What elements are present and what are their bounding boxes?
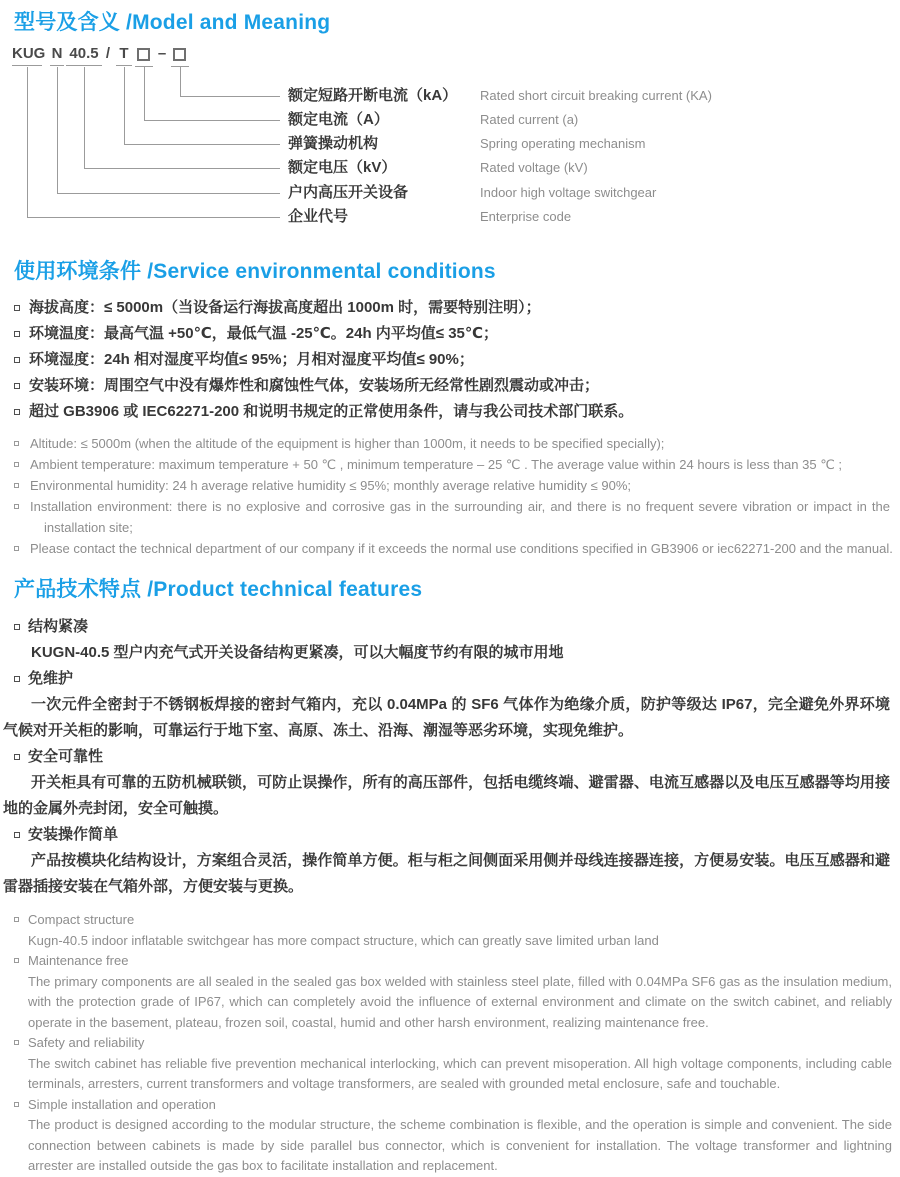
condition-text: 环境温度：最高气温 +50℃，最低气温 -25℃。24h 内平均值≤ 35℃； xyxy=(29,325,499,342)
feature-title-text: 免维护 xyxy=(28,670,74,687)
condition-text: Please contact the technical department of our company if it exceeds the normal use conditions specified in GB3906 or iec62271-200 and the manual. xyxy=(30,541,893,556)
condition-text: 环境湿度：24h 相对湿度平均值≤ 95%；月相对湿度平均值≤ 90%； xyxy=(29,351,474,368)
connector-vline xyxy=(27,67,28,217)
list-item xyxy=(0,454,890,475)
placeholder-box-current xyxy=(137,48,150,61)
square-bullet-icon xyxy=(14,409,20,415)
square-bullet-icon xyxy=(14,357,20,363)
section-heading-service: 使用环境条件 /Service environmental conditions xyxy=(14,260,496,283)
feature-title-text: 安装操作简单 xyxy=(28,826,119,843)
list-item xyxy=(0,373,900,399)
square-bullet-icon xyxy=(14,331,20,337)
square-bullet-icon xyxy=(14,1040,19,1045)
code-label-en: Indoor high voltage switchgear xyxy=(480,185,657,200)
condition-text: Altitude: ≤ 5000m (when the altitude of the equipment is higher than 1000m, it needs to be specified specially); xyxy=(30,436,665,451)
square-bullet-icon xyxy=(14,441,19,446)
section-heading-features: 产品技术特点 /Product technical features xyxy=(14,578,423,601)
feature-body: The product is designed according to the modular structure, the scheme combination is flexible, and the operation is simple and convenient. The side connection between cabinets is made by side parallel bus connector, which is convenient for installation. The voltage transformer and lightning arrester are installed outside the gas box to facilitate installation and replacement. xyxy=(28,1117,892,1173)
feature-body: KUGN-40.5 型户内充气式开关设备结构更紧凑，可以大幅度节约有限的城市用地 xyxy=(31,644,564,661)
list-item xyxy=(0,347,900,373)
feature-title-text: Maintenance free xyxy=(28,953,129,968)
list-item xyxy=(0,295,900,321)
feature-title xyxy=(0,744,900,770)
list-item xyxy=(0,433,890,454)
code-label-cn: 额定电压（kV） xyxy=(288,159,397,176)
code-label-cn: 企业代号 xyxy=(288,208,349,225)
feature-title-text: 结构紧凑 xyxy=(28,618,89,635)
condition-text: 海拔高度：≤ 5000m（当设备运行海拔高度超出 1000m 时，需要特别注明）； xyxy=(29,299,541,316)
code-part-slash: / xyxy=(105,45,111,62)
connector-vline xyxy=(180,67,181,96)
square-bullet-icon xyxy=(14,305,20,311)
feature-body: 开关柜具有可靠的五防机械联锁，可防止误操作，所有的高压部件，包括电缆终端、避雷器、电流互感器以及电压互感器等均用接地的金属外壳封闭，安全可触摸。 xyxy=(3,774,890,817)
code-part-dash: – xyxy=(157,45,167,62)
square-bullet-icon xyxy=(14,1102,19,1107)
code-label-cn: 户内高压开关设备 xyxy=(288,184,409,201)
model-code-diagram xyxy=(12,46,900,242)
code-label-en: Enterprise code xyxy=(480,209,572,224)
code-part-n: N xyxy=(50,46,64,66)
condition-text: 安装环境：周围空气中没有爆炸性和腐蚀性气体，安装场所无经常性剧烈震动或冲击； xyxy=(29,377,600,394)
list-item xyxy=(0,321,900,347)
code-label-cn: 弹簧操动机构 xyxy=(288,135,379,152)
code-label-cn: 额定短路开断电流（kA） xyxy=(288,87,458,104)
square-bullet-icon xyxy=(14,917,19,922)
feature-body: 一次元件全密封于不锈钢板焊接的密封气箱内，充以 0.04MPa 的 SF6 气体作为绝缘介质，防护等级达 IP67，完全避免外界环境气候对开关柜的影响，可靠运行于地下室、高原、冻土、沿海、潮湿等恶劣环境，实现免维护。 xyxy=(3,696,890,739)
connector-vline xyxy=(124,67,125,144)
feature-title xyxy=(0,614,900,640)
square-bullet-icon xyxy=(14,754,20,760)
connector-vline xyxy=(84,67,85,168)
features-en xyxy=(0,910,900,1177)
connector-hline xyxy=(144,120,280,121)
square-bullet-icon xyxy=(14,624,20,630)
square-bullet-icon xyxy=(14,483,19,488)
feature-title xyxy=(0,951,900,972)
code-label-en: Spring operating mechanism xyxy=(480,136,646,151)
connector-vline xyxy=(144,67,145,120)
feature-body: The switch cabinet has reliable five prevention mechanical interlocking, which can prevent misoperation. All high voltage components, including cable terminals, arresters, current transformers and voltage transformers, are sealed with grounded metal enclosure, safe and touchable. xyxy=(28,1055,892,1091)
feature-title xyxy=(0,910,900,931)
code-label-en: Rated voltage (kV) xyxy=(480,160,588,175)
square-bullet-icon xyxy=(14,383,20,389)
list-item xyxy=(0,399,900,425)
condition-text: Ambient temperature: maximum temperature + 50 ℃ , minimum temperature – 25 ℃ . The average value within 24 hours is less than 35 ℃ ; xyxy=(30,457,843,472)
feature-title-text: 安全可靠性 xyxy=(28,748,104,765)
code-part-t: T xyxy=(116,46,132,66)
feature-title-text: Safety and reliability xyxy=(28,1035,145,1050)
feature-title-text: Compact structure xyxy=(28,912,135,927)
condition-text: 超过 GB3906 或 IEC62271-200 和说明书规定的正常使用条件，请与我公司技术部门联系。 xyxy=(29,403,634,420)
section-heading-model: 型号及含义 /Model and Meaning xyxy=(14,11,331,34)
square-bullet-icon xyxy=(14,546,19,551)
code-label-en: Rated current (a) xyxy=(480,112,579,127)
connector-hline xyxy=(84,168,280,169)
code-part-voltage: 40.5 xyxy=(66,46,102,66)
connector-hline xyxy=(124,144,280,145)
feature-title-text: Simple installation and operation xyxy=(28,1096,216,1112)
connector-hline xyxy=(57,193,280,194)
service-conditions-en xyxy=(0,433,893,559)
code-part-kug: KUG xyxy=(12,46,42,66)
feature-body: Kugn-40.5 indoor inflatable switchgear has more compact structure, which can greatly save limited urban land xyxy=(28,932,659,948)
square-bullet-icon xyxy=(14,462,19,467)
feature-title xyxy=(0,1033,900,1054)
square-bullet-icon xyxy=(14,504,19,509)
list-item xyxy=(0,496,890,538)
service-conditions-cn xyxy=(0,295,900,425)
square-bullet-icon xyxy=(14,676,20,682)
feature-title xyxy=(0,666,900,692)
list-item xyxy=(0,538,893,559)
condition-text: Installation environment: there is no explosive and corrosive gas in the surrounding air, and there is no frequent severe vibration or impact in the installation site; xyxy=(30,499,890,535)
feature-body: The primary components are all sealed in the sealed gas box welded with stainless steel plate, filled with 0.04MPa SF6 gas as the insulation medium, with the protection grade of IP67, which can completely avoid the influence of external environment and climate on the switch cabinet, and reliably operate in the basement, plateau, frozen soil, coastal, humid and other harsh environment, realizing maintenance free. xyxy=(28,973,892,1030)
square-bullet-icon xyxy=(14,958,19,963)
feature-body: 产品按模块化结构设计，方案组合灵活，操作简单方便。柜与柜之间侧面采用侧并母线连接器连接，方便易安装。电压互感器和避雷器插接安装在气箱外部，方便安装与更换。 xyxy=(3,852,890,895)
connector-vline xyxy=(57,67,58,193)
placeholder-box-breaking xyxy=(173,48,186,61)
connector-hline xyxy=(27,217,280,218)
connector-hline xyxy=(180,96,280,97)
list-item xyxy=(0,475,890,496)
feature-title xyxy=(0,1095,900,1116)
condition-text: Environmental humidity: 24 h average relative humidity ≤ 95%; monthly average relative humidity ≤ 90%; xyxy=(30,478,632,493)
code-label-cn: 额定电流（A） xyxy=(288,111,389,128)
feature-title xyxy=(0,822,900,848)
features-cn xyxy=(0,614,900,900)
code-label-en: Rated short circuit breaking current (KA) xyxy=(480,88,712,103)
square-bullet-icon xyxy=(14,832,20,838)
